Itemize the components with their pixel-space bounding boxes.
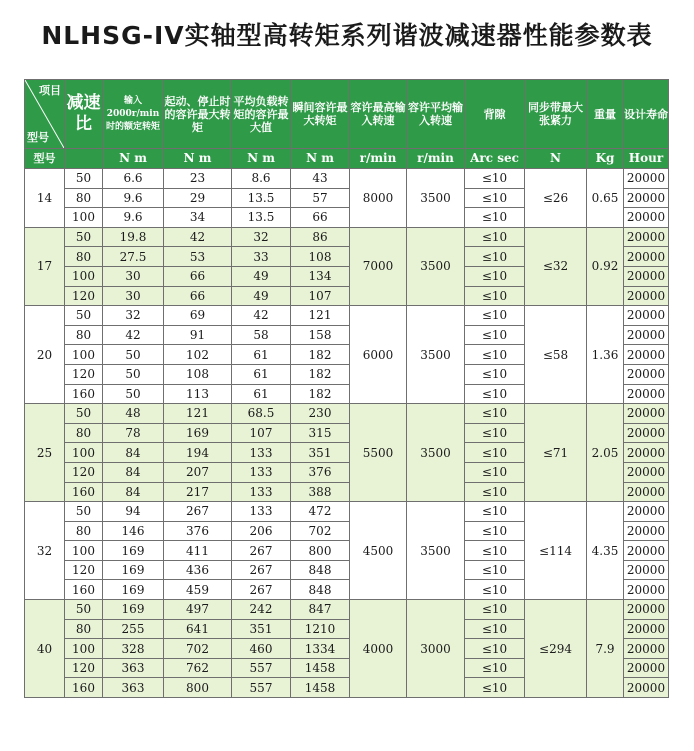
avg-load-torque-cell: 267 [232, 580, 291, 600]
rated-torque-cell: 84 [103, 482, 164, 502]
rated-torque-cell: 27.5 [103, 247, 164, 267]
instant-torque-cell: 230 [291, 404, 350, 424]
backlash-cell: ≤10 [465, 560, 525, 580]
avg-load-torque-cell: 13.5 [232, 208, 291, 228]
start-stop-torque-cell: 376 [164, 521, 232, 541]
start-stop-torque-cell: 641 [164, 619, 232, 639]
belt-tension-cell: ≤32 [525, 227, 587, 305]
start-stop-torque-cell: 23 [164, 169, 232, 189]
max-input-speed-cell: 6000 [350, 306, 407, 404]
ratio-cell: 160 [65, 384, 103, 404]
design-life-cell: 20000 [624, 306, 669, 326]
design-life-cell: 20000 [624, 345, 669, 365]
model-cell: 25 [25, 404, 65, 502]
start-stop-torque-cell: 459 [164, 580, 232, 600]
weight-cell: 4.35 [587, 502, 624, 600]
instant-torque-cell: 182 [291, 345, 350, 365]
instant-torque-cell: 158 [291, 325, 350, 345]
rated-torque-cell: 94 [103, 502, 164, 522]
avg-load-torque-cell: 13.5 [232, 188, 291, 208]
corner-bottom-label: 型号 [27, 131, 49, 144]
design-life-cell: 20000 [624, 247, 669, 267]
instant-torque-cell: 121 [291, 306, 350, 326]
rated-torque-cell: 42 [103, 325, 164, 345]
rated-torque-cell: 50 [103, 345, 164, 365]
avg-load-torque-cell: 33 [232, 247, 291, 267]
instant-torque-header: 瞬间容许最大转矩 [291, 80, 350, 149]
belt-tension-cell: ≤294 [525, 600, 587, 698]
start-stop-torque-cell: 169 [164, 423, 232, 443]
rated-torque-cell: 78 [103, 423, 164, 443]
avg-load-torque-cell: 557 [232, 678, 291, 698]
start-stop-torque-header: 起动、停止时的容许最大转矩 [164, 80, 232, 149]
table-row [25, 227, 669, 247]
table-row [25, 404, 669, 424]
max-input-speed-cell: 7000 [350, 227, 407, 305]
start-stop-torque-cell: 34 [164, 208, 232, 228]
instant-torque-cell: 108 [291, 247, 350, 267]
max-input-speed-cell: 4000 [350, 600, 407, 698]
avg-input-speed-cell: 3500 [407, 306, 465, 404]
ratio-cell: 100 [65, 639, 103, 659]
page-title: NLHSG-IV实轴型高转矩系列谐波减速器性能参数表 [41, 21, 653, 50]
unit-start-stop-torque: N m [164, 149, 232, 169]
ratio-cell: 160 [65, 482, 103, 502]
start-stop-torque-cell: 800 [164, 678, 232, 698]
design-life-cell: 20000 [624, 266, 669, 286]
ratio-cell: 80 [65, 619, 103, 639]
design-life-header: 设计寿命 [624, 80, 669, 149]
rated-torque-cell: 30 [103, 266, 164, 286]
unit-ratio-blank [65, 149, 103, 169]
rated-torque-cell: 363 [103, 658, 164, 678]
instant-torque-cell: 472 [291, 502, 350, 522]
weight-header: 重量 [587, 80, 624, 149]
rated-torque-cell: 9.6 [103, 188, 164, 208]
max-input-speed-header: 容许最高输入转速 [350, 80, 407, 149]
backlash-cell: ≤10 [465, 286, 525, 306]
rated-torque-cell: 255 [103, 619, 164, 639]
unit-max-input-speed: r/min [350, 149, 407, 169]
backlash-cell: ≤10 [465, 364, 525, 384]
rated-torque-cell: 169 [103, 600, 164, 620]
design-life-cell: 20000 [624, 325, 669, 345]
start-stop-torque-cell: 217 [164, 482, 232, 502]
start-stop-torque-cell: 411 [164, 541, 232, 561]
backlash-cell: ≤10 [465, 600, 525, 620]
start-stop-torque-cell: 102 [164, 345, 232, 365]
avg-load-torque-cell: 68.5 [232, 404, 291, 424]
table-row [25, 169, 669, 189]
ratio-cell: 50 [65, 169, 103, 189]
rated-torque-cell: 48 [103, 404, 164, 424]
start-stop-torque-cell: 702 [164, 639, 232, 659]
ratio-cell: 100 [65, 208, 103, 228]
unit-avg-load-torque: N m [232, 149, 291, 169]
avg-load-torque-cell: 267 [232, 560, 291, 580]
instant-torque-cell: 182 [291, 364, 350, 384]
avg-load-torque-cell: 133 [232, 482, 291, 502]
backlash-cell: ≤10 [465, 325, 525, 345]
instant-torque-cell: 134 [291, 266, 350, 286]
start-stop-torque-cell: 207 [164, 462, 232, 482]
design-life-cell: 20000 [624, 208, 669, 228]
belt-tension-header: 同步带最大张紧力 [525, 80, 587, 149]
avg-input-speed-header: 容许平均输入转速 [407, 80, 465, 149]
unit-rated-torque: N m [103, 149, 164, 169]
ratio-cell: 120 [65, 658, 103, 678]
avg-load-torque-header: 平均负载转矩的容许最大值 [232, 80, 291, 149]
start-stop-torque-cell: 762 [164, 658, 232, 678]
belt-tension-cell: ≤26 [525, 169, 587, 228]
design-life-cell: 20000 [624, 600, 669, 620]
design-life-cell: 20000 [624, 384, 669, 404]
rated-torque-cell: 169 [103, 560, 164, 580]
table-row [25, 306, 669, 326]
backlash-header: 背隙 [465, 80, 525, 149]
backlash-cell: ≤10 [465, 482, 525, 502]
backlash-cell: ≤10 [465, 423, 525, 443]
design-life-cell: 20000 [624, 404, 669, 424]
model-cell: 32 [25, 502, 65, 600]
table-row [25, 600, 669, 620]
rated-torque-cell: 84 [103, 462, 164, 482]
corner-top-label: 项目 [39, 84, 61, 97]
unit-avg-input-speed: r/min [407, 149, 465, 169]
ratio-cell: 160 [65, 580, 103, 600]
ratio-cell: 50 [65, 600, 103, 620]
avg-load-torque-cell: 557 [232, 658, 291, 678]
start-stop-torque-cell: 69 [164, 306, 232, 326]
avg-load-torque-cell: 206 [232, 521, 291, 541]
start-stop-torque-cell: 194 [164, 443, 232, 463]
backlash-cell: ≤10 [465, 169, 525, 189]
backlash-cell: ≤10 [465, 227, 525, 247]
avg-load-torque-cell: 242 [232, 600, 291, 620]
rated-torque-cell: 19.8 [103, 227, 164, 247]
avg-load-torque-cell: 49 [232, 286, 291, 306]
avg-input-speed-cell: 3500 [407, 404, 465, 502]
instant-torque-cell: 1334 [291, 639, 350, 659]
avg-input-speed-cell: 3500 [407, 227, 465, 305]
instant-torque-cell: 1458 [291, 678, 350, 698]
instant-torque-cell: 376 [291, 462, 350, 482]
start-stop-torque-cell: 66 [164, 286, 232, 306]
start-stop-torque-cell: 53 [164, 247, 232, 267]
instant-torque-cell: 86 [291, 227, 350, 247]
unit-backlash: Arc sec [465, 149, 525, 169]
model-cell: 40 [25, 600, 65, 698]
instant-torque-cell: 66 [291, 208, 350, 228]
start-stop-torque-cell: 113 [164, 384, 232, 404]
belt-tension-cell: ≤58 [525, 306, 587, 404]
instant-torque-cell: 1458 [291, 658, 350, 678]
avg-load-torque-cell: 61 [232, 364, 291, 384]
rated-torque-cell: 328 [103, 639, 164, 659]
backlash-cell: ≤10 [465, 521, 525, 541]
backlash-cell: ≤10 [465, 580, 525, 600]
ratio-header: 减速比 [65, 80, 103, 149]
avg-load-torque-cell: 460 [232, 639, 291, 659]
instant-torque-cell: 388 [291, 482, 350, 502]
design-life-cell: 20000 [624, 286, 669, 306]
avg-input-speed-cell: 3500 [407, 502, 465, 600]
design-life-cell: 20000 [624, 619, 669, 639]
ratio-cell: 50 [65, 502, 103, 522]
instant-torque-cell: 702 [291, 521, 350, 541]
backlash-cell: ≤10 [465, 639, 525, 659]
belt-tension-cell: ≤114 [525, 502, 587, 600]
avg-load-torque-cell: 49 [232, 266, 291, 286]
start-stop-torque-cell: 121 [164, 404, 232, 424]
design-life-cell: 20000 [624, 482, 669, 502]
rated-torque-cell: 32 [103, 306, 164, 326]
avg-load-torque-cell: 61 [232, 384, 291, 404]
design-life-cell: 20000 [624, 169, 669, 189]
instant-torque-cell: 315 [291, 423, 350, 443]
max-input-speed-cell: 8000 [350, 169, 407, 228]
instant-torque-cell: 848 [291, 560, 350, 580]
unit-instant-torque: N m [291, 149, 350, 169]
ratio-cell: 100 [65, 345, 103, 365]
max-input-speed-cell: 5500 [350, 404, 407, 502]
weight-cell: 7.9 [587, 600, 624, 698]
avg-load-torque-cell: 133 [232, 443, 291, 463]
instant-torque-cell: 57 [291, 188, 350, 208]
backlash-cell: ≤10 [465, 188, 525, 208]
ratio-cell: 80 [65, 423, 103, 443]
ratio-cell: 100 [65, 266, 103, 286]
rated-torque-cell: 30 [103, 286, 164, 306]
avg-input-speed-cell: 3000 [407, 600, 465, 698]
backlash-cell: ≤10 [465, 266, 525, 286]
max-input-speed-cell: 4500 [350, 502, 407, 600]
avg-load-torque-cell: 133 [232, 462, 291, 482]
design-life-cell: 20000 [624, 639, 669, 659]
rated-torque-cell: 84 [103, 443, 164, 463]
avg-load-torque-cell: 107 [232, 423, 291, 443]
instant-torque-cell: 1210 [291, 619, 350, 639]
design-life-cell: 20000 [624, 658, 669, 678]
avg-load-torque-cell: 8.6 [232, 169, 291, 189]
design-life-cell: 20000 [624, 502, 669, 522]
ratio-cell: 50 [65, 404, 103, 424]
ratio-cell: 160 [65, 678, 103, 698]
model-cell: 20 [25, 306, 65, 404]
backlash-cell: ≤10 [465, 345, 525, 365]
avg-load-torque-cell: 32 [232, 227, 291, 247]
backlash-cell: ≤10 [465, 208, 525, 228]
ratio-cell: 80 [65, 521, 103, 541]
backlash-cell: ≤10 [465, 619, 525, 639]
unit-belt-tension: N [525, 149, 587, 169]
backlash-cell: ≤10 [465, 306, 525, 326]
ratio-cell: 100 [65, 443, 103, 463]
unit-design-life: Hour [624, 149, 669, 169]
start-stop-torque-cell: 108 [164, 364, 232, 384]
ratio-cell: 50 [65, 227, 103, 247]
ratio-cell: 120 [65, 462, 103, 482]
design-life-cell: 20000 [624, 443, 669, 463]
weight-cell: 1.36 [587, 306, 624, 404]
design-life-cell: 20000 [624, 560, 669, 580]
instant-torque-cell: 351 [291, 443, 350, 463]
start-stop-torque-cell: 497 [164, 600, 232, 620]
avg-input-speed-cell: 3500 [407, 169, 465, 228]
instant-torque-cell: 800 [291, 541, 350, 561]
backlash-cell: ≤10 [465, 541, 525, 561]
avg-load-torque-cell: 42 [232, 306, 291, 326]
design-life-cell: 20000 [624, 423, 669, 443]
avg-load-torque-cell: 351 [232, 619, 291, 639]
design-life-cell: 20000 [624, 678, 669, 698]
start-stop-torque-cell: 29 [164, 188, 232, 208]
avg-load-torque-cell: 58 [232, 325, 291, 345]
start-stop-torque-cell: 42 [164, 227, 232, 247]
belt-tension-cell: ≤71 [525, 404, 587, 502]
rated-torque-cell: 50 [103, 384, 164, 404]
ratio-cell: 50 [65, 306, 103, 326]
instant-torque-cell: 847 [291, 600, 350, 620]
start-stop-torque-cell: 267 [164, 502, 232, 522]
ratio-cell: 80 [65, 247, 103, 267]
design-life-cell: 20000 [624, 188, 669, 208]
rated-torque-header: 输入2000r/min时的额定转矩 [103, 80, 164, 149]
instant-torque-cell: 848 [291, 580, 350, 600]
unit-weight: Kg [587, 149, 624, 169]
backlash-cell: ≤10 [465, 658, 525, 678]
weight-cell: 0.65 [587, 169, 624, 228]
backlash-cell: ≤10 [465, 462, 525, 482]
rated-torque-cell: 6.6 [103, 169, 164, 189]
start-stop-torque-cell: 91 [164, 325, 232, 345]
instant-torque-cell: 107 [291, 286, 350, 306]
ratio-cell: 80 [65, 188, 103, 208]
model-cell: 17 [25, 227, 65, 305]
rated-torque-cell: 146 [103, 521, 164, 541]
ratio-cell: 120 [65, 364, 103, 384]
avg-load-torque-cell: 61 [232, 345, 291, 365]
ratio-cell: 120 [65, 560, 103, 580]
backlash-cell: ≤10 [465, 502, 525, 522]
design-life-cell: 20000 [624, 364, 669, 384]
rated-torque-cell: 363 [103, 678, 164, 698]
corner-header [25, 80, 65, 149]
backlash-cell: ≤10 [465, 404, 525, 424]
instant-torque-cell: 43 [291, 169, 350, 189]
avg-load-torque-cell: 267 [232, 541, 291, 561]
spec-table [24, 79, 669, 698]
weight-cell: 0.92 [587, 227, 624, 305]
instant-torque-cell: 182 [291, 384, 350, 404]
design-life-cell: 20000 [624, 462, 669, 482]
design-life-cell: 20000 [624, 521, 669, 541]
backlash-cell: ≤10 [465, 384, 525, 404]
design-life-cell: 20000 [624, 227, 669, 247]
design-life-cell: 20000 [624, 541, 669, 561]
backlash-cell: ≤10 [465, 443, 525, 463]
spec-table-body [25, 169, 669, 698]
rated-torque-cell: 9.6 [103, 208, 164, 228]
rated-torque-cell: 169 [103, 541, 164, 561]
backlash-cell: ≤10 [465, 247, 525, 267]
unit-corner: 型号 [25, 149, 65, 169]
model-cell: 14 [25, 169, 65, 228]
start-stop-torque-cell: 436 [164, 560, 232, 580]
backlash-cell: ≤10 [465, 678, 525, 698]
weight-cell: 2.05 [587, 404, 624, 502]
start-stop-torque-cell: 66 [164, 266, 232, 286]
design-life-cell: 20000 [624, 580, 669, 600]
ratio-cell: 120 [65, 286, 103, 306]
table-row [25, 502, 669, 522]
rated-torque-cell: 50 [103, 364, 164, 384]
ratio-cell: 80 [65, 325, 103, 345]
ratio-cell: 100 [65, 541, 103, 561]
rated-torque-cell: 169 [103, 580, 164, 600]
avg-load-torque-cell: 133 [232, 502, 291, 522]
